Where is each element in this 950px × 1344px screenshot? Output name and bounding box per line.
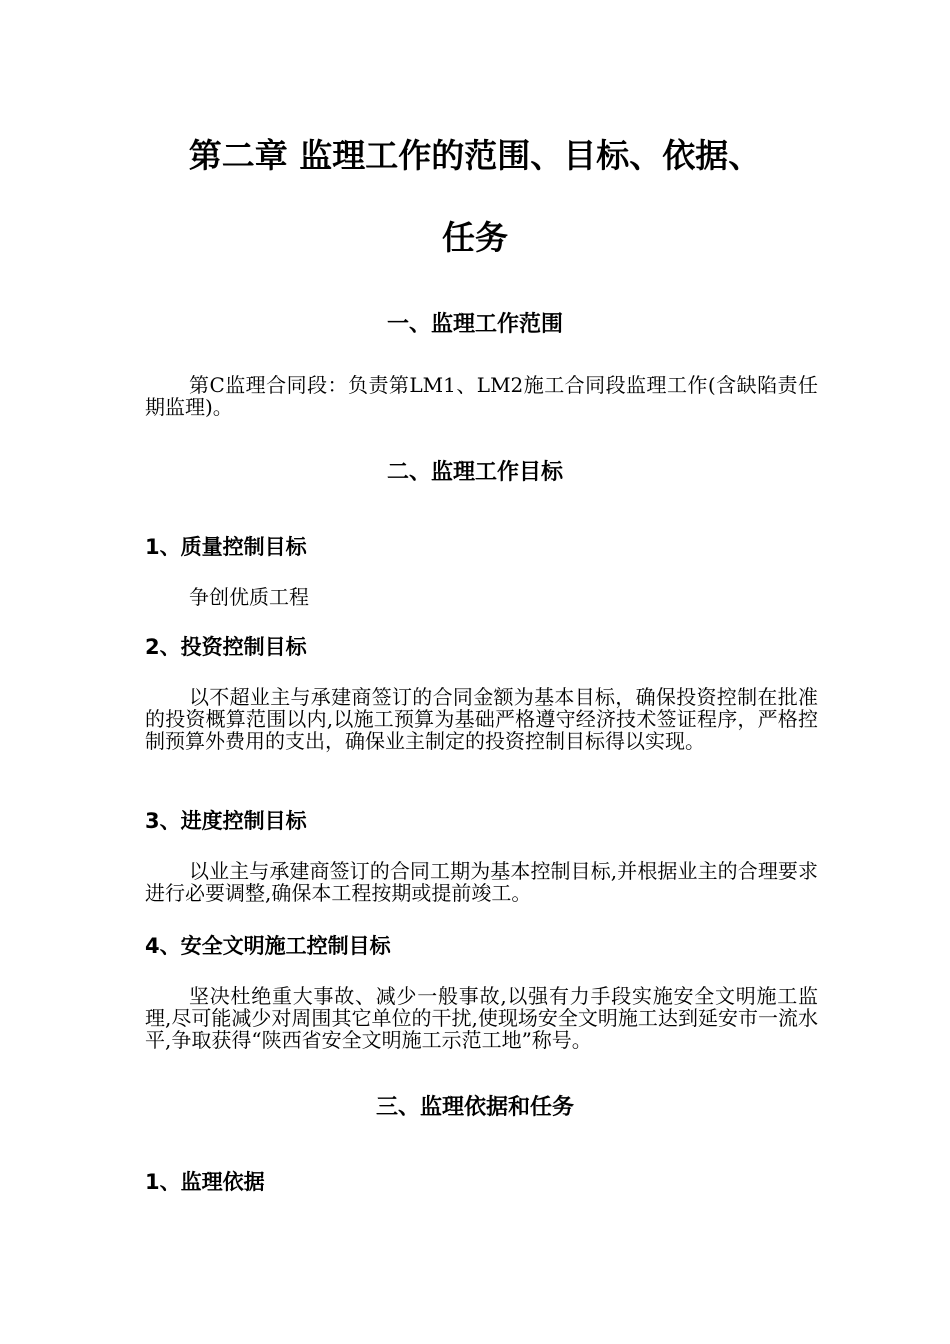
subheading-schedule-control: 3、进度控制目标 [145,809,307,833]
subheading-safety-control: 4、安全文明施工控制目标 [145,934,391,958]
quality-control-paragraph: 争创优质工程 [189,585,309,609]
section-heading-scope: 一、监理工作范围 [386,312,563,337]
scope-paragraph: 第C监理合同段：负责第LM1、LM2施工合同段监理工作(含缺陷责任期监理)。 [145,373,818,419]
investment-control-paragraph: 以不超业主与承建商签订的合同金额为基本目标，确保投资控制在批准的投资概算范围以内,以施工预算为基础严格遵守经济技术签证程序，严格控制预算外费用的支出，确保业主制定的投资控制目标得以实现。 [145,685,818,753]
schedule-control-paragraph: 以业主与承建商签订的合同工期为基本控制目标,并根据业主的合理要求进行必要调整,确保本工程按期或提前竣工。 [145,859,818,905]
section-heading-objectives: 二、监理工作目标 [386,460,563,485]
safety-control-paragraph: 坚决杜绝重大事故、减少一般事故,以强有力手段实施安全文明施工监理,尽可能减少对周围其它单位的干扰,使现场安全文明施工达到延安市一流水平,争取获得“陕西省安全文明施工示范工地”称号。 [145,984,818,1052]
chapter-title-line-2: 任务 [442,218,508,257]
subheading-quality-control: 1、质量控制目标 [145,535,307,559]
section-heading-basis-tasks: 三、监理依据和任务 [375,1095,574,1120]
subheading-supervision-basis: 1、监理依据 [145,1170,265,1194]
subheading-investment-control: 2、投资控制目标 [145,635,307,659]
chapter-title-line-1: 第二章 监理工作的范围、目标、依据、 [188,136,762,175]
